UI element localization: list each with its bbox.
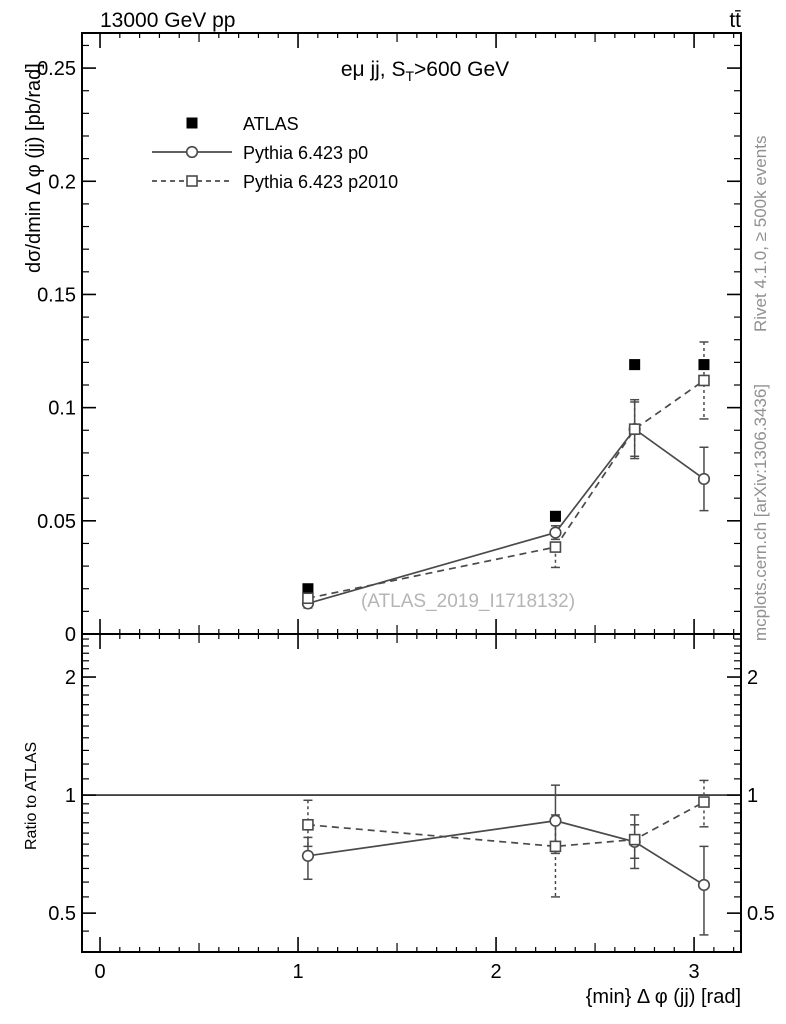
mc-square-marker [630, 424, 640, 434]
main-y-axis-label: dσ/dmin Δ φ (jj) [pb/rad] [23, 63, 45, 273]
main-y-tick-label: 0.2 [48, 171, 76, 194]
main-y-tick-label: 0.25 [37, 58, 76, 81]
mc-circle-marker [550, 527, 561, 538]
atlas-data-marker [550, 511, 561, 522]
legend-label-pythia-p0: Pythia 6.423 p0 [243, 143, 369, 163]
beam-energy-header: 13000 GeV pp [100, 9, 236, 32]
mc-square-marker [699, 375, 709, 385]
ratio-panel-frame [82, 634, 741, 952]
series-line-main [308, 429, 704, 603]
mc-circle-marker [550, 815, 561, 826]
ratio-y-tick-label: 0.5 [48, 903, 76, 926]
mc-square-marker [303, 820, 313, 830]
mc-square-marker [699, 797, 709, 807]
legend-circle-marker-icon [187, 147, 198, 158]
legend-atlas-marker-icon [187, 118, 198, 129]
ratio-y-tick-label: 1 [747, 785, 759, 808]
mc-square-marker [550, 542, 560, 552]
ratio-y-tick-label: 1 [64, 785, 76, 808]
x-tick-label: 0 [94, 961, 106, 983]
legend-label-atlas: ATLAS [243, 114, 299, 134]
process-header: tt̄ [729, 9, 741, 32]
legend [152, 114, 398, 192]
mc-circle-marker [303, 851, 314, 862]
analysis-id-watermark: (ATLAS_2019_I1718132) [360, 591, 576, 612]
plot-title-post: >600 GeV [414, 58, 510, 81]
series-line-ratio [308, 821, 704, 885]
ratio-y-axis-label: Ratio to ATLAS [23, 741, 40, 850]
x-axis-label: {min} Δ φ (jj) [rad] [585, 986, 741, 1008]
ratio-y-tick-label: 0.5 [747, 903, 775, 926]
main-panel-frame [82, 33, 741, 634]
main-y-tick-label: 0.15 [37, 284, 76, 307]
atlas-data-marker [629, 359, 640, 370]
ratio-y-tick-label: 2 [747, 667, 759, 690]
mc-square-marker [630, 835, 640, 845]
generated-plot [37, 33, 775, 983]
mc-circle-marker [699, 474, 710, 485]
mc-circle-marker [699, 880, 710, 891]
mc-square-marker [303, 593, 313, 603]
ratio-y-tick-label: 2 [64, 667, 76, 690]
x-tick-label: 1 [292, 961, 304, 983]
x-tick-label: 3 [688, 961, 700, 983]
mc-square-marker [550, 841, 560, 851]
plot-title [341, 58, 509, 84]
legend-label-pythia-p2010: Pythia 6.423 p2010 [243, 172, 399, 192]
atlas-data-marker [698, 359, 709, 370]
main-y-tick-label: 0.05 [37, 510, 76, 533]
series-line-ratio [308, 802, 704, 846]
x-tick-label: 2 [490, 961, 502, 983]
main-y-tick-label: 0.1 [48, 397, 76, 420]
main-y-tick-label: 0 [64, 624, 76, 646]
series-line-main [308, 380, 704, 598]
legend-square-marker-icon [187, 176, 197, 186]
plot-title-subscript: T [405, 68, 415, 84]
plot-title-pre: eμ jj, S [340, 58, 406, 81]
rivet-version-credit: Rivet 4.1.0, ≥ 500k events [751, 135, 770, 332]
mcplots-credit: mcplots.cern.ch [arXiv:1306.3436] [751, 383, 770, 641]
